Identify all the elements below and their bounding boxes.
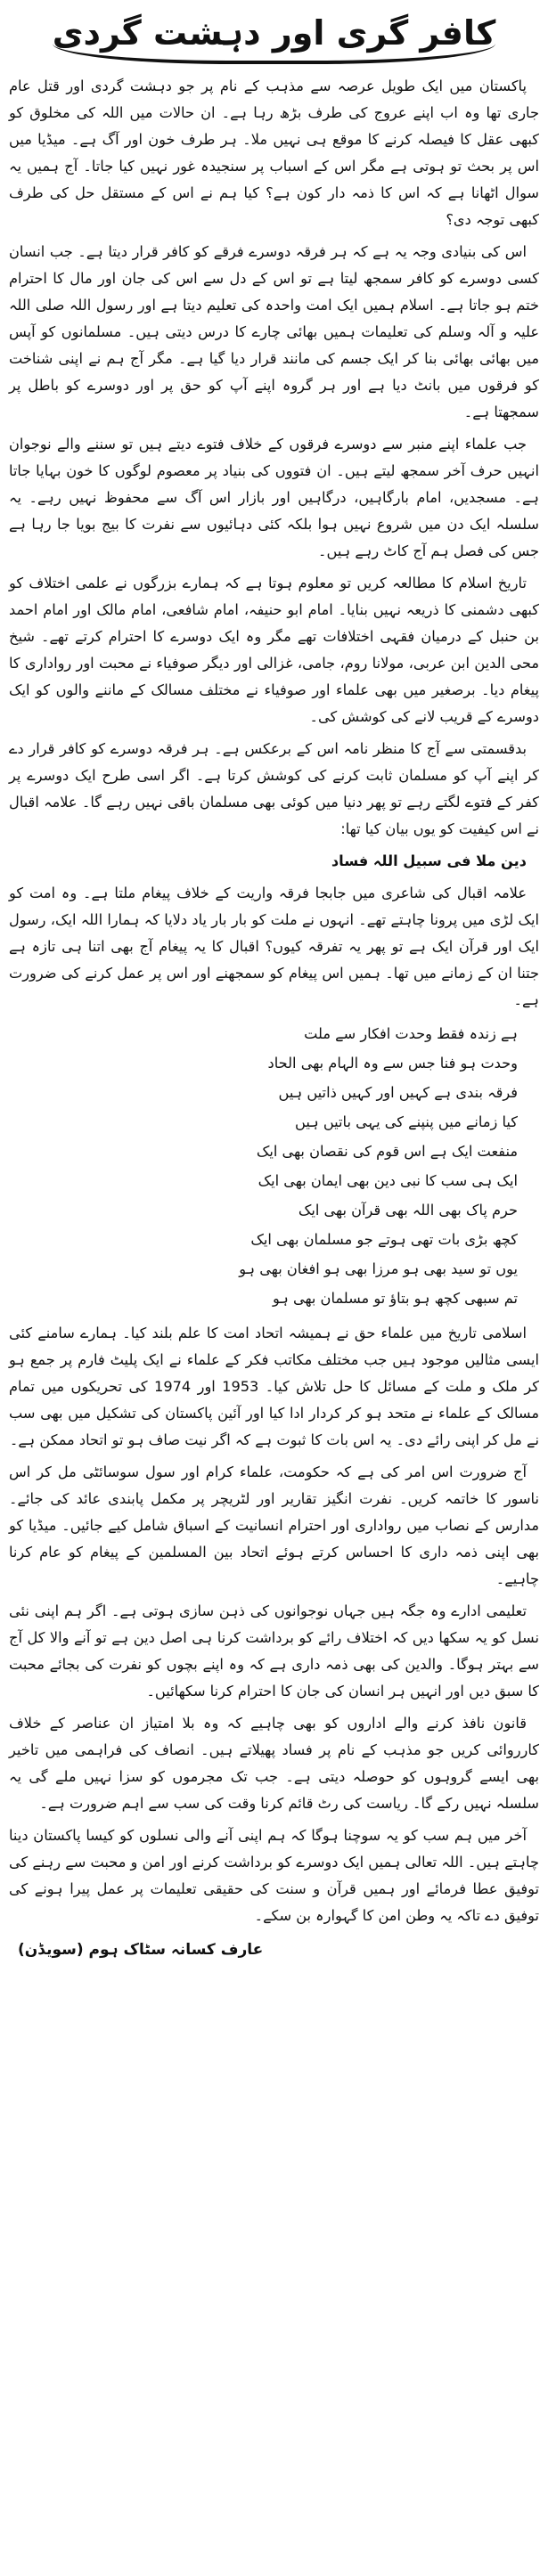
article-paragraph: بدقسمتی سے آج کا منظر نامہ اس کے برعکس ہے۔ ہر فرقہ دوسرے کو کافر قرار دے کر اپنے آپ کو مسلمان ثابت کرنے کی کوشش کرتا ہے۔ اگر اسی طرح ایک دوسرے پر کفر کے فتوے لگتے رہے تو پھر دنیا میں کوئی بھی مسلمان باقی نہیں رہے گا۔ علامہ اقبال نے اس کیفیت کو یوں بیان کیا تھا: — [9, 739, 539, 837]
article-paragraph: اس کی بنیادی وجہ یہ ہے کہ ہر فرقہ دوسرے فرقے کو کافر قرار دیتا ہے۔ جب انسان کسی دوسرے کو کافر سمجھ لیتا ہے تو اس کے دل سے اس کی جان اور مال کا احترام ختم ہو جاتا ہے۔ اسلام ہمیں ایک امت واحدہ کی تعلیم دیتا ہے اور رسول اللہ صلی اللہ علیہ و آلہ وسلم کی تعلیمات ہمیں بھائی چارے کا درس دیتی ہیں۔ مسلمانوں کو آپس میں بھائی بھائی بنا کر ایک جسم کی مانند قرار دیا گیا ہے۔ مگر آج ہم نے اپنی شناخت کو فرقوں میں بانٹ دیا ہے اور ہر گروہ اپنے آپ کو حق پر اور دوسرے کو باطل پر سمجھتا ہے۔ — [9, 242, 539, 420]
verse-line: تم سبھی کچھ ہو بتاؤ تو مسلمان بھی ہو — [272, 1289, 518, 1307]
verse-line: حرم پاک بھی اللہ بھی قرآن بھی ایک — [298, 1201, 518, 1219]
article-paragraph: آخر میں ہم سب کو یہ سوچنا ہوگا کہ ہم اپنی آنے والی نسلوں کو کیسا پاکستان دینا چاہتے ہیں۔ اللہ تعالی ہمیں ایک دوسرے کو برداشت کرنے اور امن و محبت سے رہنے کی توفیق عطا فرمائے اور ہمیں قرآن و سنت کی حقیقی تعلیمات پر عمل پیرا ہونے کی توفیق دے تاکہ یہ وطن امن کا گہوارہ بن سکے۔ — [9, 1826, 539, 1924]
article-paragraph: قانون نافذ کرنے والے اداروں کو بھی چاہیے کہ وہ بلا امتیاز ان عناصر کے خلاف کارروائی کریں جو مذہب کے نام پر فساد پھیلاتے ہیں۔ انصاف کی فراہمی میں تاخیر بھی ایسے گروہوں کو حوصلہ دیتی ہے۔ جب تک مجرموں کو سزا نہیں ملے گی یہ سلسلہ نہیں رکے گا۔ ریاست کی رٹ قائم کرنا وقت کی سب سے اہم ضرورت ہے۔ — [9, 1714, 539, 1812]
article-paragraph: جب علماء اپنے منبر سے دوسرے فرقوں کے خلاف فتوے دیتے ہیں تو سننے والے نوجوان انہیں حرف آخر سمجھ لیتے ہیں۔ ان فتووں کی بنیاد پر معصوم لوگوں کا خون بہایا جاتا ہے۔ مسجدیں، امام بارگاہیں، درگاہیں اور بازار اس آگ سے محفوظ نہیں رہے۔ یہ سلسلہ ایک دن میں شروع نہیں ہوا بلکہ کئی دہائیوں سے نفرت کا بیج بویا جا رہا ہے جس کی فصل ہم آج کاٹ رہے ہیں۔ — [9, 435, 539, 559]
article-paragraph: پاکستان میں ایک طویل عرصہ سے مذہب کے نام پر جو دہشت گردی اور قتل عام جاری تھا وہ اب اپنے عروج کی طرف بڑھ رہا ہے۔ ان حالات میں اللہ کی مخلوق کو کبھی عقل کا فیصلہ کرنے کا موقع ہی نہیں ملا۔ ہر طرف خون اور آگ ہے۔ میڈیا میں اس پر بحث تو ہوتی ہے مگر اس کے اسباب پر سنجیدہ غور نہیں کیا جاتا۔ آج ہمیں یہ سوال اٹھانا ہے کہ اس کا ذمہ دار کون ہے؟ کیا ہم نے اس کے مستقل حل کی طرف کبھی توجہ دی؟ — [9, 77, 539, 228]
article-paragraph: تاریخ اسلام کا مطالعہ کریں تو معلوم ہوتا ہے کہ ہمارے بزرگوں نے علمی اختلاف کو کبھی دشمنی کا ذریعہ نہیں بنایا۔ امام ابو حنیفہ، امام شافعی، امام مالک اور امام احمد بن حنبل کے درمیان فقہی اختلافات تھے مگر وہ ایک دوسرے کا احترام کرتے تھے۔ شیخ محی الدین ابن عربی، مولانا روم، جامی، غزالی اور دیگر صوفیاء نے محبت اور رواداری کا پیغام دیا۔ برصغیر میں بھی علماء اور صوفیاء نے مختلف مسالک کے ماننے والوں کو ایک دوسرے کے قریب لانے کی کوشش کی۔ — [9, 574, 539, 725]
verse-line: کچھ بڑی بات تھی ہوتے جو مسلمان بھی ایک — [250, 1230, 518, 1248]
article-paragraph: آج ضرورت اس امر کی ہے کہ حکومت، علماء کرام اور سول سوسائٹی مل کر اس ناسور کا خاتمہ کریں۔ نفرت انگیز تقاریر اور لٹریچر پر مکمل پابندی عائد کی جائے۔ مدارس کے نصاب میں رواداری اور احترام انسانیت کے اسباق شامل کیے جائیں۔ میڈیا کو بھی اپنی ذمہ داری کا احساس کرتے ہوئے اتحاد بین المسلمین کے پیغام کو عام کرنا چاہیے۔ — [9, 1463, 539, 1587]
author-byline: عارف کسانہ سٹاک ہوم (سویڈن) — [18, 1940, 264, 1959]
poetry-block — [9, 1019, 539, 1313]
verse-line: منفعت ایک ہے اس قوم کی نقصان بھی ایک — [256, 1142, 518, 1160]
article-paragraph: علامہ اقبال کی شاعری میں جابجا فرقہ واریت کے خلاف پیغام ملتا ہے۔ وہ امت کو ایک لڑی میں پرونا چاہتے تھے۔ انہوں نے ملت کو بار بار یاد دلایا کہ ہمارا اللہ ایک، رسول ایک اور قرآن ایک ہے تو پھر یہ تفرقہ کیوں؟ اقبال کا یہ پیغام آج بھی اتنا ہی تازہ ہے جتنا ان کے زمانے میں تھا۔ ہمیں اس پیغام کو سمجھنے اور اس پر عمل کرنے کی ضرورت ہے۔ — [9, 884, 539, 1008]
verse-line: یوں تو سید بھی ہو مرزا بھی ہو افغان بھی ہو — [239, 1259, 518, 1277]
verse-line: وحدت ہو فنا جس سے وہ الہام بھی الحاد — [267, 1054, 518, 1072]
headline-block — [9, 9, 539, 73]
article-body — [9, 73, 539, 1929]
verse-line: ہے زندہ فقط وحدت افکار سے ملت — [304, 1024, 518, 1042]
article-paragraph: اسلامی تاریخ میں علماء حق نے ہمیشہ اتحاد امت کا علم بلند کیا۔ ہمارے سامنے کئی ایسی مثالیں موجود ہیں جب مختلف مکاتب فکر کے علماء نے ایک پلیٹ فارم پر جمع ہو کر ملک و ملت کے مسائل کا حل تلاش کیا۔ 1953 اور 1974 کی تحریکوں میں تمام مسالک کے علماء نے متحد ہو کر کردار ادا کیا اور آئین پاکستان کی تشکیل میں بھی سب نے مل کر اپنی رائے دی۔ یہ اس بات کا ثبوت ہے کہ اگر نیت صاف ہو تو اتحاد ممکن ہے۔ — [9, 1324, 539, 1448]
verse-line: فرقہ بندی ہے کہیں اور کہیں ذاتیں ہیں — [278, 1083, 518, 1101]
headline: کافر گری اور دہشت گردی — [53, 12, 496, 64]
verse-line: ایک ہی سب کا نبی دین بھی ایمان بھی ایک — [258, 1171, 518, 1189]
verse-line: کیا زمانے میں پنپنے کی یہی باتیں ہیں — [295, 1113, 518, 1130]
article-paragraph: تعلیمی ادارے وہ جگہ ہیں جہاں نوجوانوں کی ذہن سازی ہوتی ہے۔ اگر ہم اپنی نئی نسل کو یہ سکھا دیں کہ اختلاف رائے کو برداشت کرنا ہی اصل دین ہے تو آنے والا کل آج سے بہتر ہوگا۔ والدین کی بھی ذمہ داری ہے کہ وہ اپنے بچوں کو نفرت کی بجائے محبت کا سبق دیں اور انہیں ہر انسان کی جان کا احترام کرنا سکھائیں۔ — [9, 1602, 539, 1700]
quoted-line: دین ملا فی سبیل اللہ فساد — [331, 852, 527, 869]
